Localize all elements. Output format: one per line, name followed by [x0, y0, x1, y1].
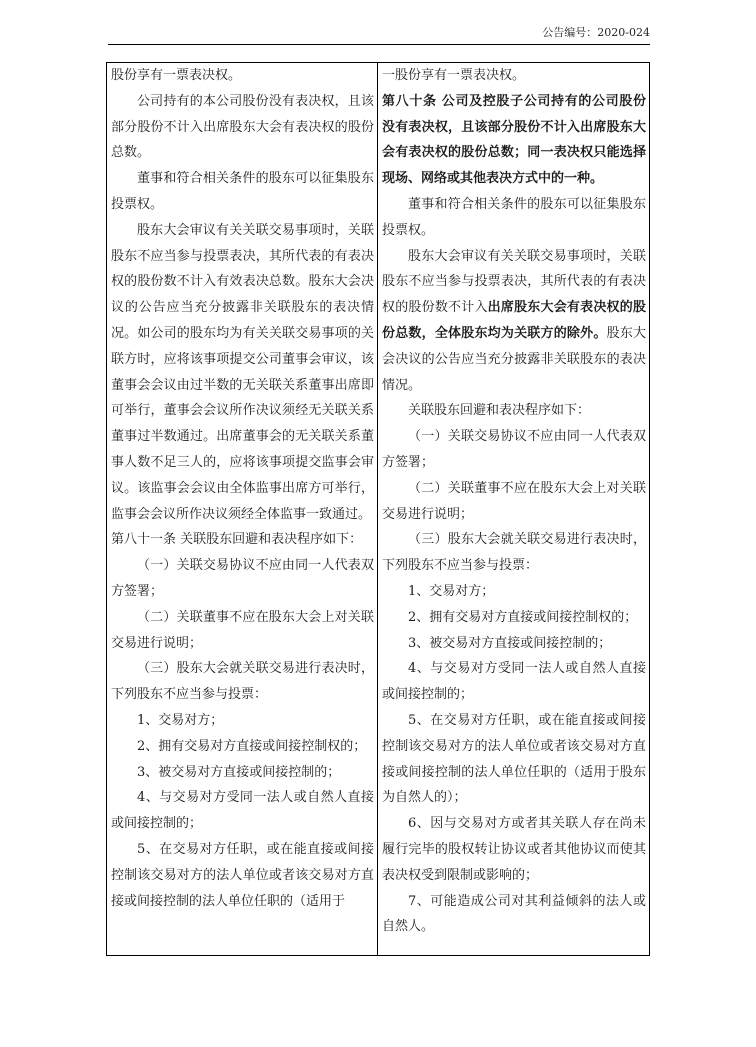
clause-paragraph [111, 605, 374, 657]
revised-text-column [378, 63, 649, 955]
clause-paragraph [382, 656, 646, 708]
clause-paragraph [382, 889, 646, 941]
clause-text: 董事和符合相关条件的股东可以征集股东投票权。 [111, 171, 374, 212]
clause-text: 4、与交易对方受同一法人或自然人直接或间接控制的； [111, 790, 374, 832]
clause-paragraph [382, 631, 646, 657]
clause-paragraph [382, 192, 646, 244]
clause-text: 3、被交易对方直接或间接控制的； [408, 635, 612, 651]
clause-text: （三）股东大会就关联交易进行表决时，下列股东不应当参与投票： [382, 532, 646, 574]
clause-text: 第八十一条 关联股东回避和表决程序如下： [111, 532, 363, 548]
clause-text: 股份享有一票表决权。 [111, 68, 242, 83]
clause-paragraph [111, 785, 374, 837]
clause-paragraph [382, 605, 646, 631]
clause-paragraph [382, 708, 646, 811]
clause-text: （三）股东大会就关联交易进行表决时，下列股东不应当参与投票： [111, 661, 374, 703]
clause-text: 2、拥有交易对方直接或间接控制权的； [408, 609, 638, 625]
clause-paragraph [382, 811, 646, 888]
clause-paragraph [111, 166, 374, 218]
clause-paragraph [382, 527, 646, 579]
clause-paragraph [382, 579, 646, 605]
clause-text: 董事和符合相关条件的股东可以征集股东投票权。 [382, 196, 646, 238]
clause-text: 股东大会决议的公告应当充分披露非关联股东的表决情况。 [382, 325, 646, 393]
clause-text: 7、可能造成公司对其利益倾斜的法人或自然人。 [382, 893, 646, 935]
page-header [108, 22, 650, 45]
clause-paragraph [382, 63, 646, 89]
clause-paragraph [382, 244, 646, 399]
clause-text: 5、在交易对方任职，或在能直接或间接控制该交易对方的法人单位或者该交易对方直接或间接控制的法人单位任职的（适用于股东为自然人的）； [382, 712, 646, 806]
original-text-column [107, 63, 378, 955]
clause-paragraph [111, 527, 374, 553]
clause-paragraph [111, 218, 374, 528]
clause-text: 一股份享有一票表决权。 [382, 68, 526, 83]
clause-text: （一）关联交易协议不应由同一人代表双方签署； [382, 429, 646, 470]
clause-text: （二）关联董事不应在股东大会上对关联交易进行说明； [111, 609, 374, 651]
comparison-table [106, 62, 650, 956]
clause-text: 1、交易对方； [137, 712, 224, 728]
clause-paragraph [111, 89, 374, 166]
clause-text: 2、拥有交易对方直接或间接控制权的； [137, 738, 367, 754]
clause-paragraph [382, 398, 646, 424]
clause-paragraph [111, 708, 374, 734]
clause-text: 股东大会审议有关关联交易事项时，关联股东不应当参与投票表决，其所代表的有表决权的股份数不计入有效表决总数。股东大会决议的公告应当充分披露非关联股东的表决情况。如公司的股东均为有关关联交易事项的关联方时，应将该事项提交公司董事会审议，该董事会会议由过半数的无关联关系董事出席即可举行，董事会会议所作决议须经无关联关系董事过半数通过。出席董事会的无关联关系董事人数不足三人的，应将该事项提交监事会审议。该监事会会议由全体监事出席方可举行，监事会会议所作决议须经全体监事一致通过。 [111, 222, 374, 522]
clause-text: 1、交易对方； [408, 583, 495, 599]
clause-paragraph [382, 424, 646, 476]
clause-text: 股东大会审议有关关联交易事项时，关联股东不应当参与投票表决，其所代表的有表决权的股份数不计入 [382, 248, 646, 316]
amended-text: 第八十条 公司及控股子公司持有的公司股份没有表决权，且该部分股份不计入出席股东大会有表决权的股份总数；同一表决权只能选择现场、网络或其他表决方式中的一种。 [382, 93, 646, 187]
clause-paragraph [111, 734, 374, 760]
clause-text: 关联股东回避和表决程序如下： [408, 403, 591, 419]
clause-text: 公司持有的本公司股份没有表决权，且该部分股份不计入出席股东大会有表决权的股份总数。 [111, 93, 374, 161]
clause-paragraph [382, 476, 646, 528]
clause-paragraph [111, 553, 374, 605]
announcement-number: 公告编号：2020-024 [542, 26, 650, 39]
clause-paragraph [111, 837, 374, 914]
clause-text: 5、在交易对方任职，或在能直接或间接控制该交易对方的法人单位或者该交易对方直接或间接控制的法人单位任职的（适用于 [111, 841, 374, 909]
clause-paragraph [111, 760, 374, 786]
clause-text: 3、被交易对方直接或间接控制的； [137, 764, 341, 780]
clause-paragraph [111, 63, 374, 89]
clause-text: （一）关联交易协议不应由同一人代表双方签署； [111, 558, 374, 599]
clause-paragraph [382, 89, 646, 192]
amended-text: 出席股东大会有表决权的股份总数，全体股东均为关联方的除外。 [382, 300, 646, 341]
clause-text: 6、因与交易对方或者其关联人存在尚未履行完毕的股权转让协议或者其他协议而使其表决权受到限制或影响的； [382, 816, 646, 883]
clause-text: （二）关联董事不应在股东大会上对关联交易进行说明； [382, 480, 646, 522]
clause-text: 4、与交易对方受同一法人或自然人直接或间接控制的； [382, 661, 646, 703]
clause-paragraph [111, 656, 374, 708]
